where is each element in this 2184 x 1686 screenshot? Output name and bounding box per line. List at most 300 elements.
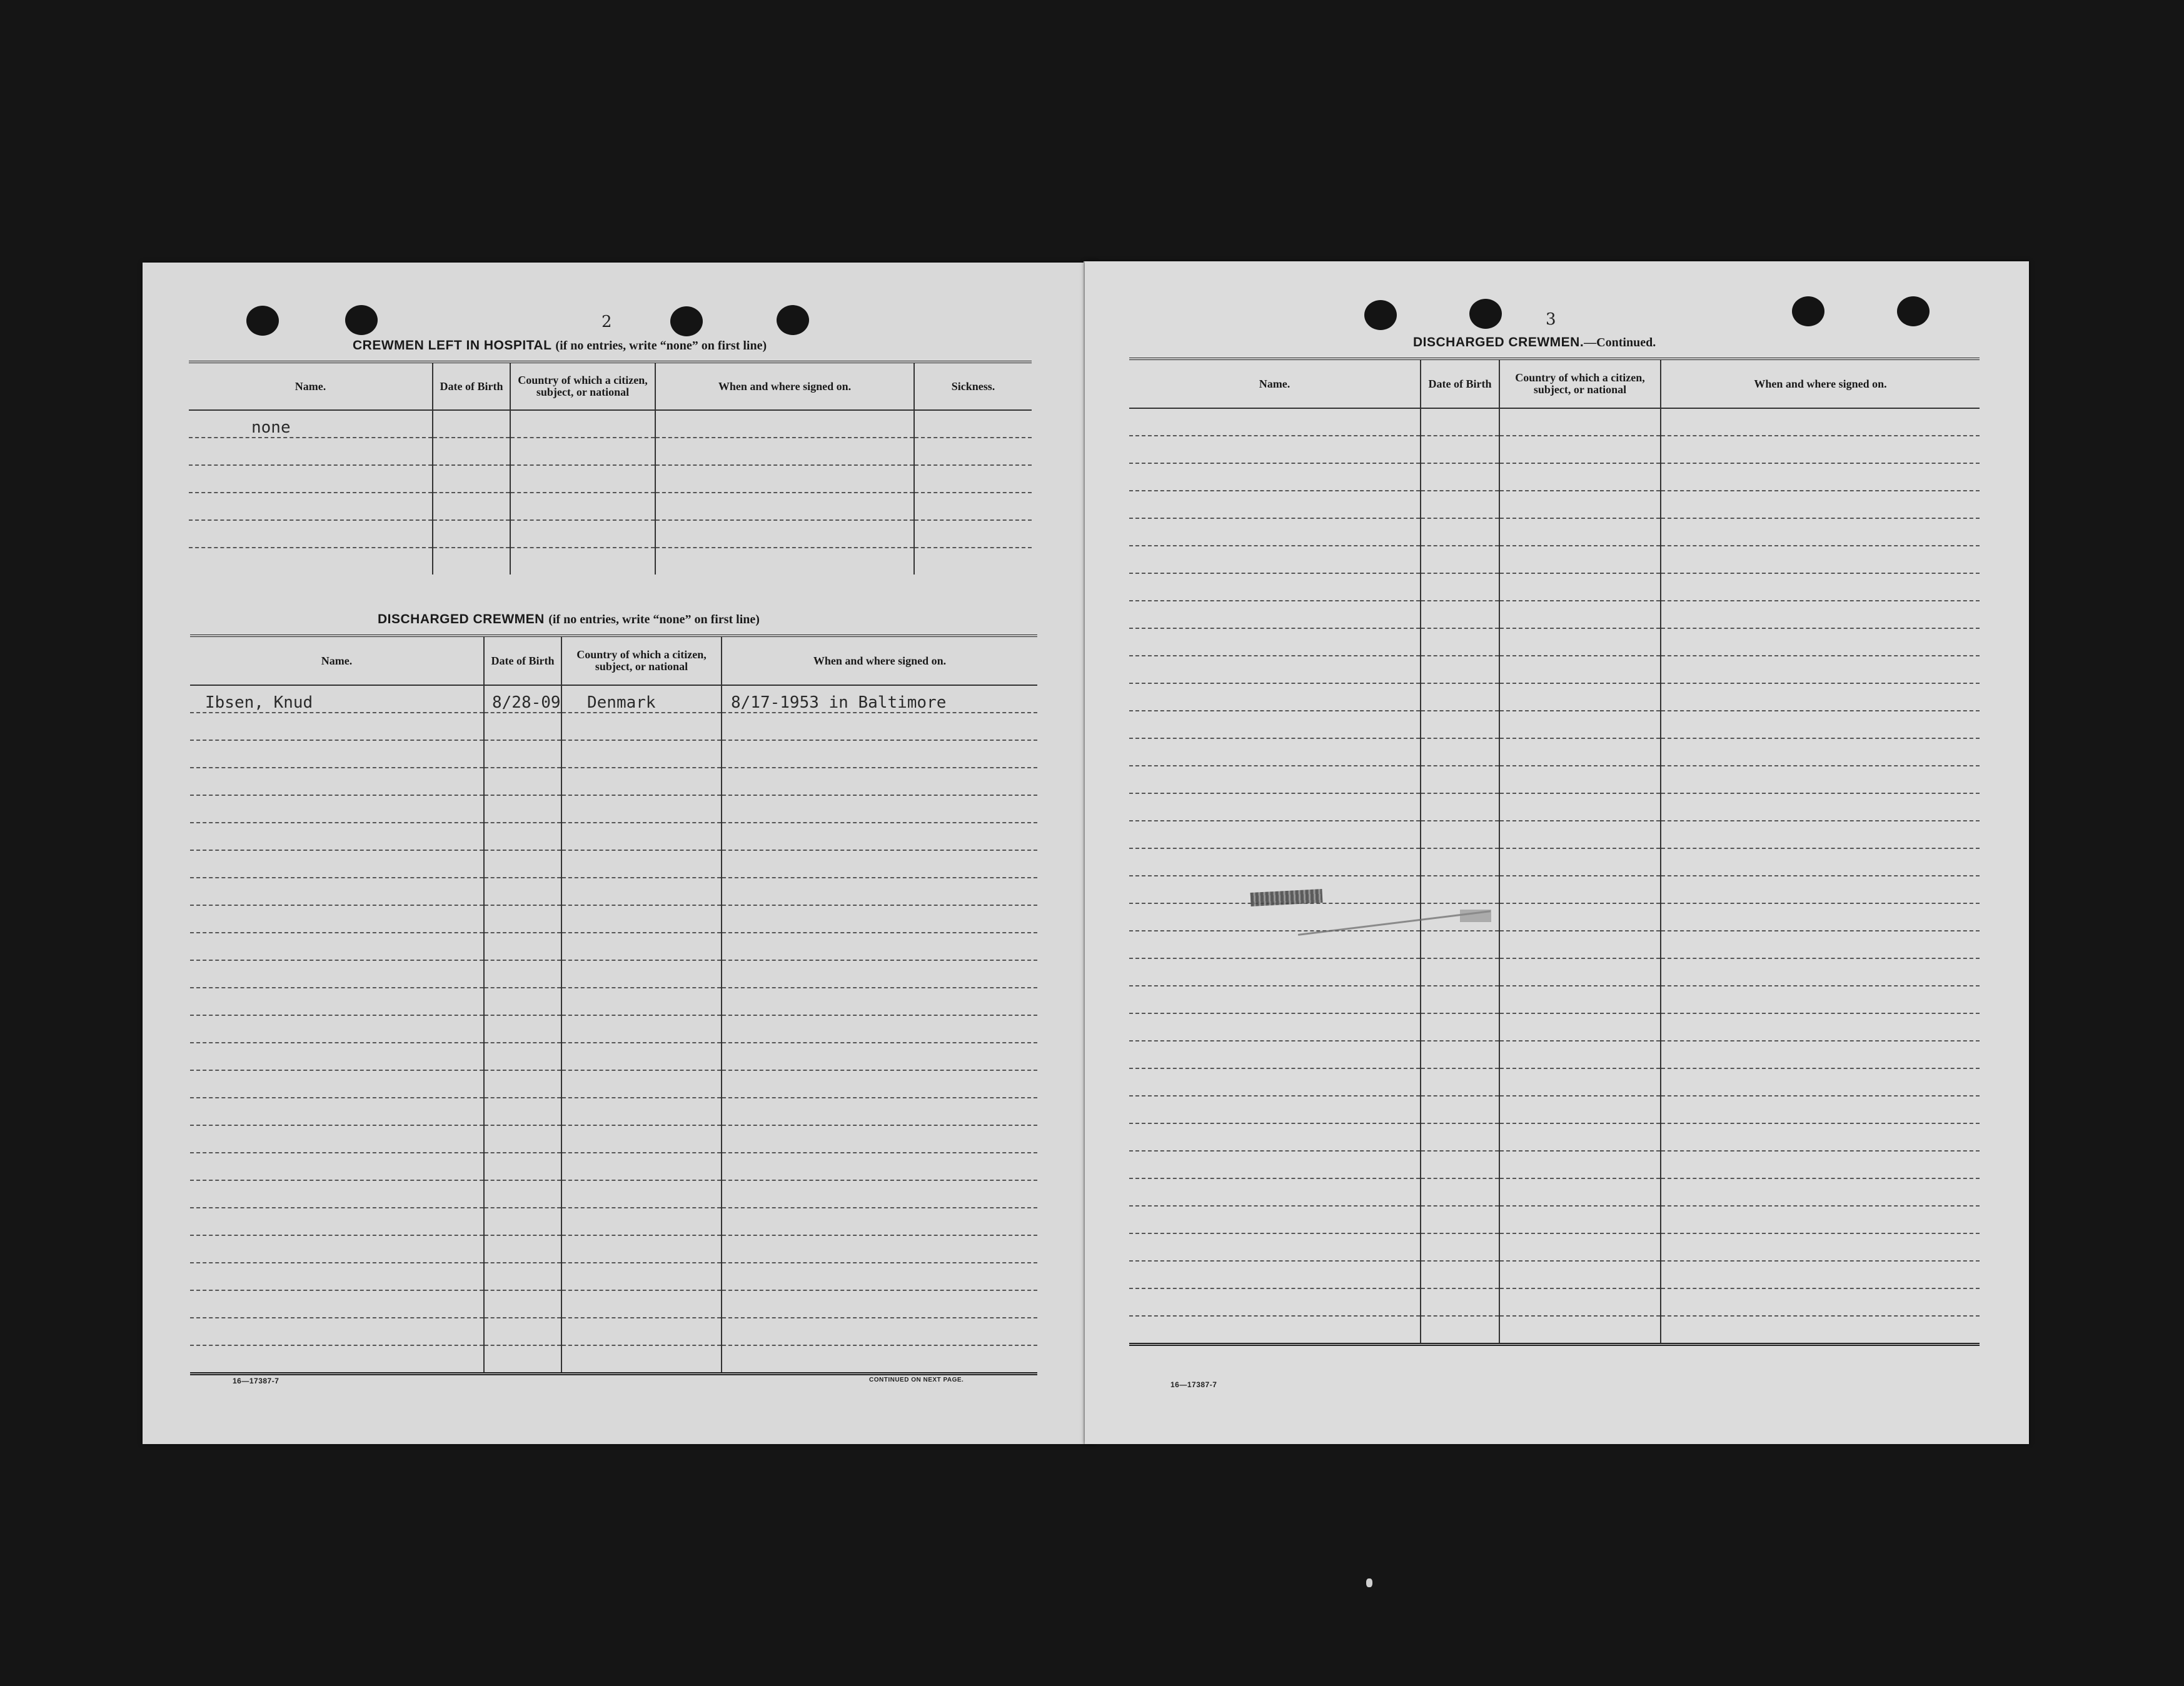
table-row — [190, 1043, 1037, 1070]
table-cell — [722, 1235, 1037, 1263]
table-cell — [484, 1125, 561, 1153]
table-row — [189, 438, 1032, 465]
table-row — [1129, 1068, 1980, 1096]
table-cell — [1499, 1261, 1661, 1288]
table-cell — [1499, 1206, 1661, 1233]
table-row — [1129, 408, 1980, 436]
table-cell — [190, 713, 484, 740]
table-cell — [1661, 573, 1980, 601]
table-cell — [1499, 958, 1661, 986]
table-cell — [1661, 408, 1980, 436]
continued-section-title — [1413, 335, 1656, 350]
table-cell — [1499, 628, 1661, 656]
table-cell — [1499, 573, 1661, 601]
table-cell — [914, 438, 1032, 465]
table-cell — [484, 1208, 561, 1235]
column-header: Country of which a citizen, subject, or national — [561, 636, 722, 685]
table-cell — [914, 548, 1032, 575]
table-cell — [1421, 821, 1499, 848]
table-row — [189, 493, 1032, 520]
table-cell — [484, 960, 561, 988]
table-cell — [1129, 1233, 1421, 1261]
table-cell — [1499, 1096, 1661, 1123]
table-row — [190, 1098, 1037, 1125]
table-cell — [722, 1345, 1037, 1374]
table-row — [190, 685, 1037, 713]
continued-label: —Continued. — [1584, 336, 1656, 349]
table-header-row — [190, 636, 1037, 685]
table-cell — [561, 740, 722, 768]
table-cell — [433, 465, 510, 493]
table-cell — [1499, 436, 1661, 463]
table-cell — [1661, 491, 1980, 518]
table-cell — [655, 438, 914, 465]
table-row — [190, 1263, 1037, 1290]
table-row — [1129, 1041, 1980, 1068]
table-cell — [1499, 1151, 1661, 1178]
table-cell — [1499, 546, 1661, 573]
table-cell — [1129, 1206, 1421, 1233]
table-cell — [1129, 738, 1421, 766]
table-cell — [1129, 903, 1421, 931]
table-cell — [190, 1043, 484, 1070]
table-cell — [655, 410, 914, 438]
table-cell — [190, 1070, 484, 1098]
table-cell — [914, 493, 1032, 520]
table-row — [1129, 738, 1980, 766]
table-cell — [561, 1153, 722, 1180]
table-cell — [1499, 986, 1661, 1013]
column-header: Name. — [189, 362, 433, 410]
table-cell — [1661, 656, 1980, 683]
table-cell — [1499, 931, 1661, 958]
table-cell — [561, 1180, 722, 1208]
table-cell — [914, 520, 1032, 548]
punch-hole — [1469, 299, 1502, 329]
table-cell — [189, 520, 433, 548]
table-cell — [1129, 628, 1421, 656]
table-cell — [1421, 1316, 1499, 1345]
table-row — [1129, 1096, 1980, 1123]
table-cell — [190, 1098, 484, 1125]
table-cell — [1499, 821, 1661, 848]
table-cell — [1421, 793, 1499, 821]
table-cell — [1129, 986, 1421, 1013]
table-row — [1129, 903, 1980, 931]
table-cell — [1421, 711, 1499, 738]
table-cell — [914, 465, 1032, 493]
continued-title-text: DISCHARGED CREWMEN. — [1413, 335, 1584, 349]
table-cell — [510, 410, 655, 438]
table-row — [189, 520, 1032, 548]
table-cell — [1129, 1096, 1421, 1123]
table-cell — [1661, 958, 1980, 986]
column-header: Date of Birth — [1421, 359, 1499, 408]
column-header: When and where signed on. — [655, 362, 914, 410]
table-row — [190, 1208, 1037, 1235]
punch-hole — [246, 306, 279, 336]
table-cell — [484, 1180, 561, 1208]
table-cell — [1421, 683, 1499, 711]
ink-smudge — [1460, 910, 1491, 922]
table-cell — [1661, 766, 1980, 793]
table-cell — [1129, 931, 1421, 958]
discharged-instruction: (if no entries, write “none” on first line) — [548, 613, 760, 626]
table-cell — [1129, 821, 1421, 848]
table-cell — [1661, 1206, 1980, 1233]
table-row — [1129, 463, 1980, 491]
table-cell — [484, 795, 561, 823]
table-cell — [722, 1070, 1037, 1098]
table-cell — [190, 1290, 484, 1318]
table-cell — [1661, 821, 1980, 848]
table-cell — [484, 1043, 561, 1070]
column-header: Date of Birth — [484, 636, 561, 685]
table-cell — [1499, 601, 1661, 628]
table-cell — [722, 850, 1037, 878]
table-cell — [722, 740, 1037, 768]
table-cell — [1661, 683, 1980, 711]
table-cell — [722, 1208, 1037, 1235]
table-cell: none — [189, 410, 433, 438]
table-cell — [561, 905, 722, 933]
table-cell — [510, 520, 655, 548]
table-cell — [1661, 1096, 1980, 1123]
table-cell — [1129, 1151, 1421, 1178]
table-row — [190, 933, 1037, 960]
table-cell: 8/28-09 — [484, 685, 561, 713]
hospital-section-title — [353, 338, 767, 353]
table-cell — [561, 768, 722, 795]
table-row — [190, 878, 1037, 905]
table-cell — [1661, 1013, 1980, 1041]
table-row — [190, 740, 1037, 768]
table-cell — [1421, 1123, 1499, 1151]
table-cell — [655, 465, 914, 493]
table-cell — [1661, 1178, 1980, 1206]
table-cell — [722, 1098, 1037, 1125]
table-cell — [190, 1263, 484, 1290]
punch-hole — [1792, 296, 1824, 326]
table-cell — [561, 1098, 722, 1125]
table-cell — [561, 1318, 722, 1345]
table-row — [1129, 573, 1980, 601]
table-row — [190, 1235, 1037, 1263]
table-cell — [1129, 848, 1421, 876]
table-cell — [1129, 463, 1421, 491]
table-cell — [1499, 683, 1661, 711]
table-cell — [655, 520, 914, 548]
table-cell — [190, 768, 484, 795]
table-row — [1129, 1261, 1980, 1288]
table-cell — [1499, 1013, 1661, 1041]
table-cell — [1661, 1041, 1980, 1068]
table-row — [190, 1153, 1037, 1180]
table-cell: Denmark — [561, 685, 722, 713]
table-cell — [484, 850, 561, 878]
table-cell — [433, 410, 510, 438]
punch-hole — [670, 306, 703, 336]
table-cell — [190, 1208, 484, 1235]
discharged-title-text: DISCHARGED CREWMEN — [378, 612, 545, 626]
discharged-section-title — [378, 612, 760, 627]
table-row — [1129, 1151, 1980, 1178]
table-cell — [1129, 436, 1421, 463]
table-cell — [1499, 1288, 1661, 1316]
table-cell — [1499, 491, 1661, 518]
table-cell — [655, 493, 914, 520]
table-header-row — [1129, 359, 1980, 408]
table-cell — [1129, 656, 1421, 683]
table-row — [190, 768, 1037, 795]
table-cell — [1499, 711, 1661, 738]
table-cell — [1421, 1013, 1499, 1041]
table-row — [190, 1015, 1037, 1043]
table-row — [190, 988, 1037, 1015]
table-cell — [1129, 1261, 1421, 1288]
table-cell — [1421, 436, 1499, 463]
table-cell — [1421, 931, 1499, 958]
table-cell — [722, 1125, 1037, 1153]
column-header: Date of Birth — [433, 362, 510, 410]
table-cell — [1661, 793, 1980, 821]
table-cell — [1129, 1316, 1421, 1345]
table-cell — [189, 548, 433, 575]
table-cell — [484, 1098, 561, 1125]
table-row — [1129, 1206, 1980, 1233]
table-cell — [433, 548, 510, 575]
table-row — [1129, 1013, 1980, 1041]
table-cell — [1129, 793, 1421, 821]
table-cell — [1661, 601, 1980, 628]
table-cell — [1499, 793, 1661, 821]
table-cell — [1421, 1041, 1499, 1068]
table-row — [1129, 848, 1980, 876]
table-cell — [189, 438, 433, 465]
table-cell — [484, 1070, 561, 1098]
table-cell — [1661, 876, 1980, 903]
table-cell — [1129, 1013, 1421, 1041]
table-cell — [561, 1208, 722, 1235]
table-cell — [722, 933, 1037, 960]
table-cell — [484, 988, 561, 1015]
table-cell — [190, 850, 484, 878]
table-cell — [561, 795, 722, 823]
table-cell — [722, 960, 1037, 988]
table-cell — [722, 1043, 1037, 1070]
table-cell — [510, 465, 655, 493]
table-cell — [1129, 1288, 1421, 1316]
table-cell — [1499, 518, 1661, 546]
table-cell — [722, 878, 1037, 905]
table-row — [190, 905, 1037, 933]
table-cell — [189, 465, 433, 493]
table-cell — [561, 1345, 722, 1374]
dust-speck — [1366, 1578, 1372, 1587]
table-cell — [1661, 931, 1980, 958]
table-cell — [190, 960, 484, 988]
table-cell — [1499, 1123, 1661, 1151]
hospital-instruction: (if no entries, write “none” on first line) — [555, 339, 767, 353]
table-cell — [1499, 463, 1661, 491]
table-cell — [1129, 491, 1421, 518]
column-header: Country of which a citizen, subject, or national — [1499, 359, 1661, 408]
table-cell — [722, 1015, 1037, 1043]
table-row — [1129, 1233, 1980, 1261]
table-cell — [433, 438, 510, 465]
table-cell — [1421, 738, 1499, 766]
column-header: When and where signed on. — [722, 636, 1037, 685]
table-cell — [1421, 546, 1499, 573]
table-cell — [1129, 408, 1421, 436]
table-cell — [1661, 1123, 1980, 1151]
table-cell — [722, 1290, 1037, 1318]
table-cell — [561, 850, 722, 878]
table-row — [1129, 766, 1980, 793]
table-row — [190, 1070, 1037, 1098]
table-cell — [561, 1235, 722, 1263]
discharged-table — [190, 635, 1037, 1375]
table-cell — [484, 1318, 561, 1345]
continued-note: CONTINUED ON NEXT PAGE. — [869, 1377, 964, 1383]
table-cell — [1499, 848, 1661, 876]
table-row — [189, 465, 1032, 493]
table-cell — [1661, 1261, 1980, 1288]
table-cell — [190, 878, 484, 905]
table-cell — [1129, 1123, 1421, 1151]
table-cell — [1499, 903, 1661, 931]
table-row — [190, 1125, 1037, 1153]
table-row — [190, 1318, 1037, 1345]
table-row — [1129, 711, 1980, 738]
table-cell — [484, 905, 561, 933]
table-cell — [1661, 463, 1980, 491]
table-cell — [433, 493, 510, 520]
table-cell — [1661, 903, 1980, 931]
table-row — [1129, 1316, 1980, 1345]
table-cell — [1661, 628, 1980, 656]
column-header: When and where signed on. — [1661, 359, 1980, 408]
table-cell — [484, 1153, 561, 1180]
table-cell — [1661, 1288, 1980, 1316]
table-cell — [722, 823, 1037, 850]
table-cell — [484, 1015, 561, 1043]
table-cell — [1661, 546, 1980, 573]
table-row — [190, 1180, 1037, 1208]
table-cell — [1129, 683, 1421, 711]
table-cell — [561, 1125, 722, 1153]
table-cell: Ibsen, Knud — [190, 685, 484, 713]
table-row — [1129, 518, 1980, 546]
table-cell — [484, 933, 561, 960]
table-cell — [1661, 986, 1980, 1013]
table-cell — [484, 740, 561, 768]
table-cell — [722, 795, 1037, 823]
table-cell — [1129, 1178, 1421, 1206]
column-header: Country of which a citizen, subject, or national — [510, 362, 655, 410]
table-header-row — [189, 362, 1032, 410]
table-row — [1129, 793, 1980, 821]
hospital-title-text: CREWMEN LEFT IN HOSPITAL — [353, 338, 552, 353]
table-row — [190, 823, 1037, 850]
table-row — [1129, 1123, 1980, 1151]
table-cell — [1499, 876, 1661, 903]
table-row — [190, 850, 1037, 878]
table-row — [1129, 1178, 1980, 1206]
table-row — [190, 1290, 1037, 1318]
table-cell — [1421, 463, 1499, 491]
table-row — [1129, 931, 1980, 958]
table-cell — [1661, 1151, 1980, 1178]
table-cell — [484, 878, 561, 905]
punch-hole — [1364, 300, 1397, 330]
table-cell — [1129, 958, 1421, 986]
table-cell — [561, 1070, 722, 1098]
table-cell: 8/17-1953 in Baltimore — [722, 685, 1037, 713]
table-cell — [190, 1125, 484, 1153]
table-cell — [1129, 573, 1421, 601]
table-cell — [190, 1318, 484, 1345]
table-row — [1129, 958, 1980, 986]
table-row — [190, 1345, 1037, 1374]
table-cell — [190, 988, 484, 1015]
table-cell — [1661, 738, 1980, 766]
column-header: Name. — [190, 636, 484, 685]
table-cell — [1129, 1068, 1421, 1096]
table-cell — [1499, 1178, 1661, 1206]
punch-hole — [777, 305, 809, 335]
table-row — [1129, 683, 1980, 711]
table-cell — [1421, 1261, 1499, 1288]
table-cell — [722, 768, 1037, 795]
table-row — [1129, 546, 1980, 573]
table-cell — [1421, 1068, 1499, 1096]
table-cell — [561, 960, 722, 988]
table-cell — [1499, 408, 1661, 436]
table-cell — [561, 933, 722, 960]
table-cell — [1421, 1178, 1499, 1206]
table-cell — [1129, 711, 1421, 738]
table-cell — [1129, 766, 1421, 793]
table-cell — [1499, 738, 1661, 766]
table-cell — [1661, 848, 1980, 876]
table-cell — [1499, 1316, 1661, 1345]
table-cell — [510, 493, 655, 520]
table-cell — [1499, 656, 1661, 683]
hospital-table — [189, 361, 1032, 575]
table-cell — [1421, 628, 1499, 656]
table-row — [1129, 986, 1980, 1013]
table-row — [190, 713, 1037, 740]
table-cell — [484, 713, 561, 740]
table-cell — [433, 520, 510, 548]
table-cell — [484, 1290, 561, 1318]
table-cell — [189, 493, 433, 520]
column-header: Sickness. — [914, 362, 1032, 410]
table-row — [190, 795, 1037, 823]
table-cell — [1129, 601, 1421, 628]
table-cell — [1421, 1233, 1499, 1261]
table-row — [1129, 491, 1980, 518]
table-cell — [561, 878, 722, 905]
table-cell — [190, 1235, 484, 1263]
table-cell — [1129, 546, 1421, 573]
table-cell — [561, 1043, 722, 1070]
table-cell — [1661, 436, 1980, 463]
table-cell — [655, 548, 914, 575]
table-cell — [722, 713, 1037, 740]
table-cell — [561, 713, 722, 740]
